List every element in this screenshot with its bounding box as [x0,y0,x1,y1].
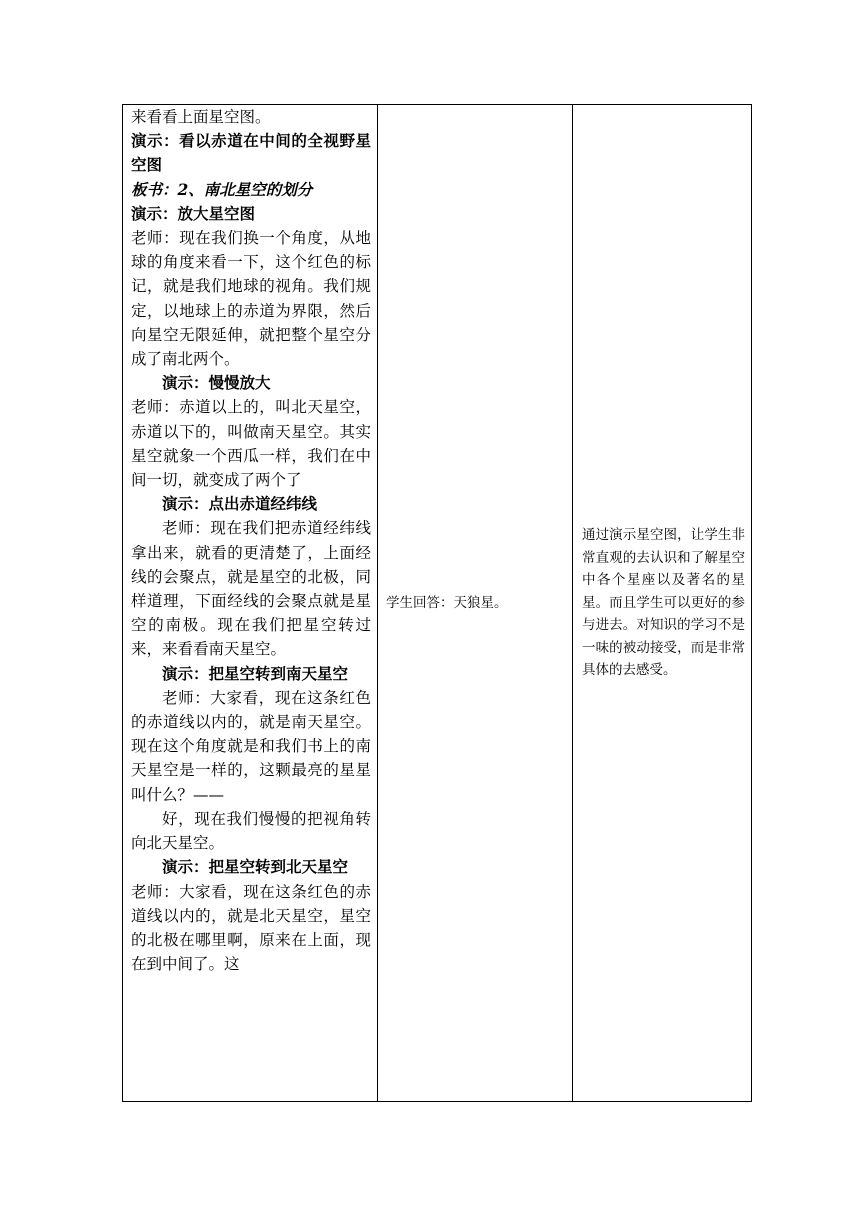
table-row [123,105,752,1102]
paragraph: 老师：大家看，现在这条红色的赤道线以内的，就是北天星空，星空的北极在哪里啊，原来在上面，现在到中间了。这 [131,882,371,974]
paragraph: 来看看上面星空图。 [131,108,271,126]
demo-instruction: 演示：慢慢放大 [162,373,271,393]
demo-instruction: 演示：把星空转到北天星空 [162,857,349,877]
student-activity-cell [378,105,573,1102]
paragraph: 老师：现在我们把赤道经纬线拿出来，就看的更清楚了，上面经线的会聚点，就是星空的北极，同样道理，下面经线的会聚点就是星空的南极。现在我们把星空转过来，来看看南天星空。 [131,519,371,659]
teacher-activity-cell [123,105,378,1102]
paragraph: 好，现在我们慢慢的把视角转向北天星空。 [131,809,371,853]
board-writing: 板书：2、南北星空的划分 [131,179,313,199]
design-intent-cell [573,105,752,1102]
lesson-plan-table [122,104,752,1102]
demo-instruction: 演示：点出赤道经纬线 [162,494,318,514]
paragraph: 老师：赤道以上的，叫北天星空，赤道以下的，叫做南天星空。其实星空就象一个西瓜一样，我们在中间一切，就变成了两个了 [131,398,371,490]
demo-instruction: 演示：看以赤道在中间的全视野星空图 [131,131,371,175]
teacher-activity-text [131,105,371,1101]
design-intent-text: 通过演示星空图，让学生非常直观的去认识和了解星空中各个星座以及著名的星星。而且学生可以更好的参与进去。对知识的学习不是一味的被动接受，而是非常具体的去感受。 [582,527,745,679]
paragraph: 老师：大家看，现在这条红色的赤道线以内的，就是南天星空。现在这个角度就是和我们书上的南天星空是一样的，这颗最亮的星星叫什么？—— [131,688,371,804]
demo-instruction: 演示：放大星空图 [131,203,256,223]
demo-instruction: 演示：把星空转到南天星空 [162,663,349,683]
paragraph: 老师：现在我们换一个角度，从地球的角度来看一下，这个红色的标记，就是我们地球的视角。我们规定，以地球上的赤道为界限，然后向星空无限延伸，就把整个星空分成了南北两个。 [131,229,371,369]
student-answer: 学生回答：天狼星。 [386,595,508,611]
